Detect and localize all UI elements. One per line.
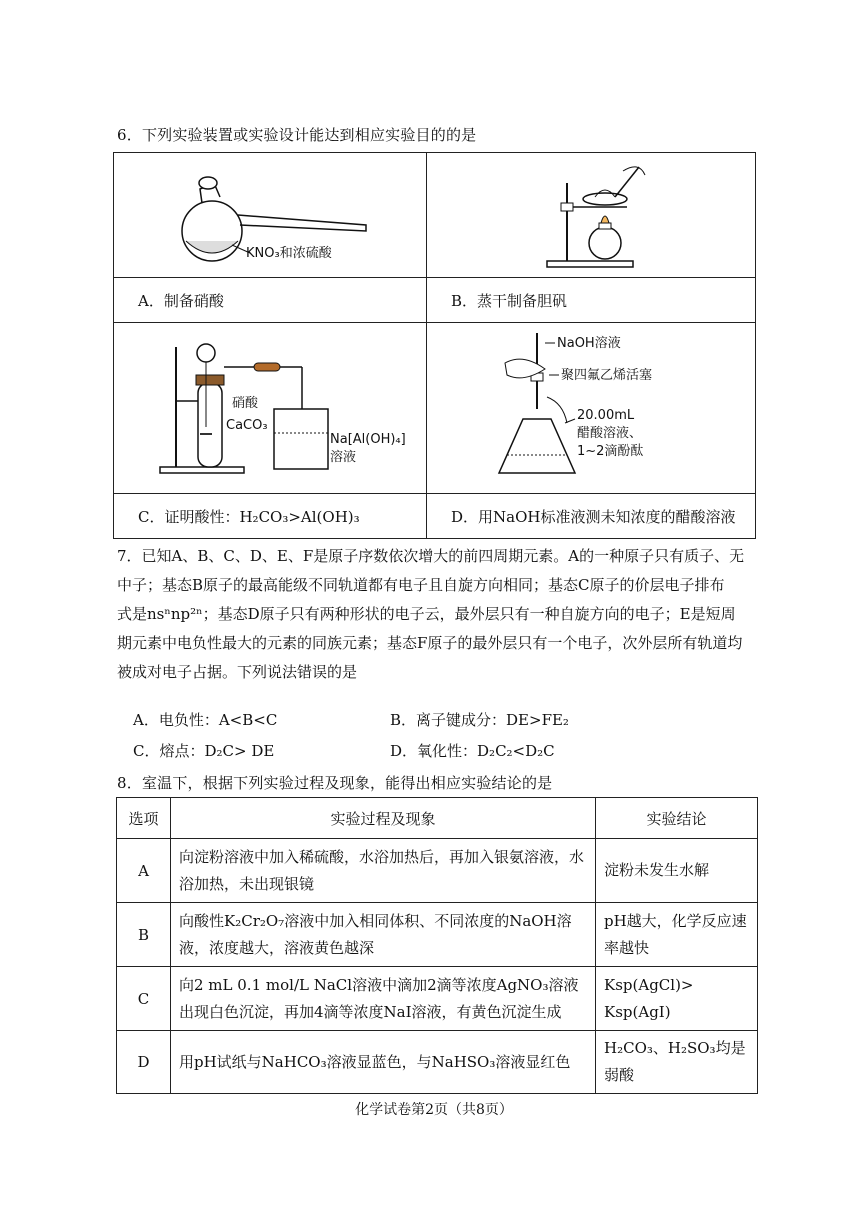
page-footer: 化学试卷第2页（共8页） — [355, 1102, 513, 1118]
label-nitric-acid: 硝酸 — [232, 396, 259, 411]
row-procedure: 用pH试纸与NaHCO₃溶液显蓝色，与NaHSO₃溶液显红色 — [171, 1031, 596, 1094]
co2-generation-illustration — [114, 323, 426, 493]
label-caco3: CaCO₃ — [226, 418, 268, 433]
row-option: B — [117, 903, 171, 967]
apparatus-c — [114, 323, 427, 494]
row-option: A — [117, 839, 171, 903]
retort-illustration — [114, 153, 426, 277]
q7-option-d: D．氧化性：D₂C₂<D₂C — [390, 742, 555, 760]
row-conclusion: 淀粉未发生水解 — [596, 839, 758, 903]
table-row — [117, 1031, 758, 1094]
header-conclusion: 实验结论 — [596, 798, 758, 839]
table-row — [117, 903, 758, 967]
question-7-text — [117, 542, 757, 687]
option-d-caption: D．用NaOH标准液测未知浓度的醋酸溶液 — [427, 494, 756, 539]
evaporation-illustration — [427, 153, 757, 277]
label-naalohp4: Na[Al(OH)₄] — [330, 432, 406, 447]
row-option: D — [117, 1031, 171, 1094]
q7-line-3: 式是nsⁿnp²ⁿ；基态D原子只有两种形状的电子云，最外层只有一种自旋方向的电子；E是短周 — [117, 605, 736, 623]
label-acetic-acid: 醋酸溶液、 — [577, 426, 643, 441]
apparatus-a — [114, 153, 427, 278]
q7-option-a: A．电负性：A<B<C — [133, 711, 278, 729]
apparatus-d — [427, 323, 756, 494]
row-procedure: 向2 mL 0.1 mol/L NaCl溶液中滴加2滴等浓度AgNO₃溶液出现白色沉淀，再加4滴等浓度NaI溶液，有黄色沉淀生成 — [171, 967, 596, 1031]
question-6-table — [113, 152, 756, 539]
label-naoh-solution: NaOH溶液 — [557, 336, 621, 351]
apparatus-b — [427, 153, 756, 278]
question-8-title: 8．室温下，根据下列实验过程及现象，能得出相应实验结论的是 — [117, 774, 553, 792]
q7-line-5: 被成对电子占据。下列说法错误的是 — [117, 663, 358, 681]
row-option: C — [117, 967, 171, 1031]
row-conclusion: pH越大，化学反应速率越快 — [596, 903, 758, 967]
option-b-caption: B．蒸干制备胆矾 — [427, 278, 756, 323]
question-8-table — [116, 797, 758, 1094]
label-phenolphthalein: 1~2滴酚酞 — [577, 444, 644, 459]
row-procedure: 向酸性K₂Cr₂O₇溶液中加入相同体积、不同浓度的NaOH溶液，浓度越大，溶液黄色越深 — [171, 903, 596, 967]
q7-option-c: C．熔点：D₂C> DE — [133, 742, 275, 760]
table-row — [117, 839, 758, 903]
label-ptfe-stopper: 聚四氟乙烯活塞 — [561, 368, 653, 383]
row-procedure: 向淀粉溶液中加入稀硫酸，水浴加热后，再加入银氨溶液，水浴加热，未出现银镜 — [171, 839, 596, 903]
question-6-title: 6．下列实验装置或实验设计能达到相应实验目的的是 — [117, 126, 477, 144]
label-kno3: KNO₃和浓硫酸 — [246, 246, 332, 261]
q7-line-4: 期元素中电负性最大的元素的同族元素；基态F原子的最外层只有一个电子，次外层所有轨道均 — [117, 634, 743, 652]
q7-option-b: B．离子键成分：DE>FE₂ — [390, 711, 569, 729]
titration-illustration — [427, 323, 757, 493]
row-conclusion: H₂CO₃、H₂SO₃均是弱酸 — [596, 1031, 758, 1094]
option-c-caption: C．证明酸性：H₂CO₃>Al(OH)₃ — [114, 494, 427, 539]
header-option: 选项 — [117, 798, 171, 839]
label-volume: 20.00mL — [577, 408, 635, 423]
row-conclusion: Ksp(AgCl)> Ksp(AgI) — [596, 967, 758, 1031]
q7-line-1: 7．已知A、B、C、D、E、F是原子序数依次增大的前四周期元素。A的一种原子只有质子、无 — [117, 547, 745, 565]
table-row — [117, 967, 758, 1031]
q7-line-2: 中子；基态B原子的最高能级不同轨道都有电子且自旋方向相同；基态C原子的价层电子排布 — [117, 576, 725, 594]
header-procedure: 实验过程及现象 — [171, 798, 596, 839]
label-solution: 溶液 — [330, 450, 357, 465]
option-a-caption: A．制备硝酸 — [114, 278, 427, 323]
